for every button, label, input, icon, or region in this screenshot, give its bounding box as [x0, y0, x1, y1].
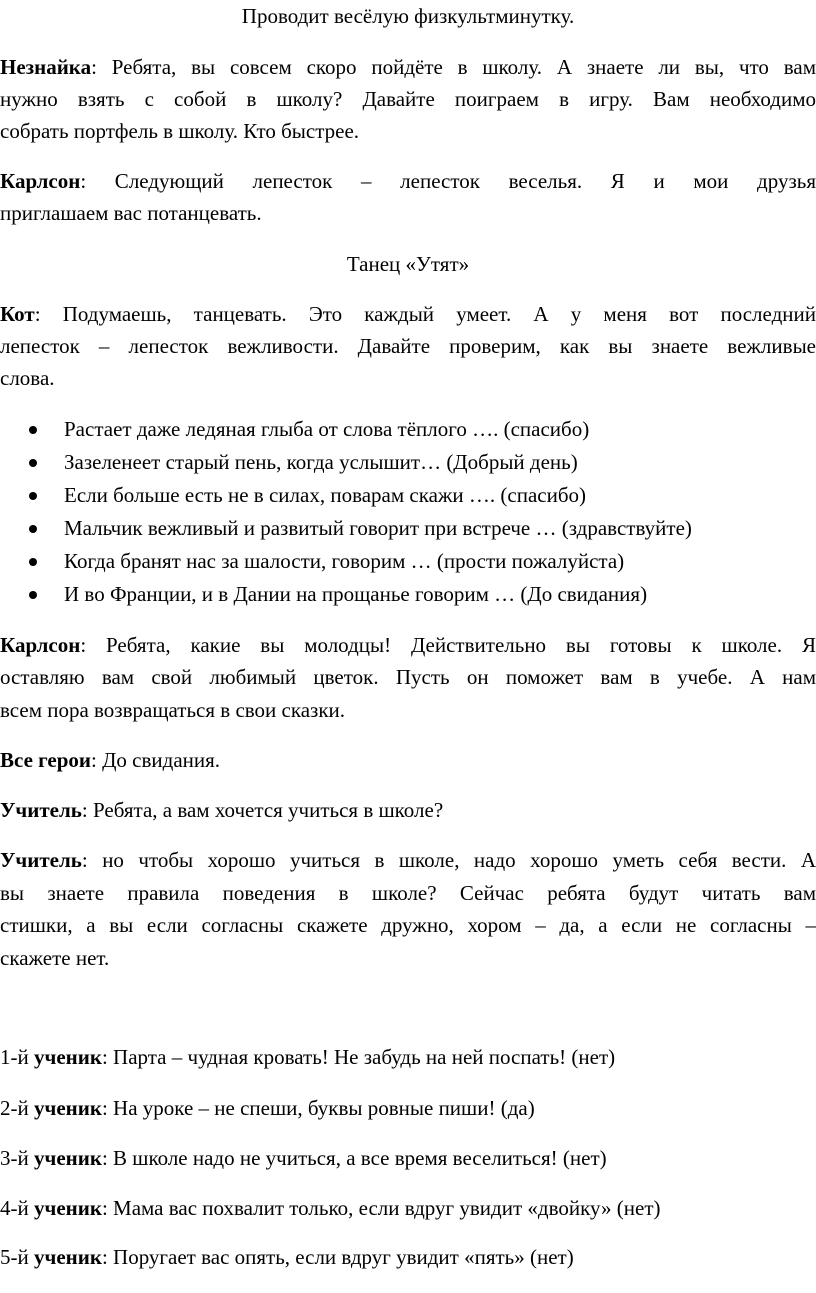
bullet-icon	[29, 492, 37, 500]
paragraph-kot-line-2: лепесток – лепесток вежливости. Давайте проверим, как вы знаете вежливые	[0, 334, 816, 358]
paragraph-teacher-1: Учитель: Ребята, а вам хочется учиться в школе?	[0, 798, 444, 822]
paragraph-karlson2-line-2: оставляю вам свой любимый цветок. Пусть он поможет вам в учебе. А нам	[0, 665, 816, 689]
student-line: 1-й ученик: Парта – чудная кровать! Не забудь на ней поспать! (нет)	[0, 1045, 616, 1069]
paragraph-teacher2-line-2: вы знаете правила поведения в школе? Сейчас ребята будут читать вам	[0, 881, 816, 905]
paragraph-teacher2-line-1: Учитель: но чтобы хорошо учиться в школе, надо хорошо уметь себя вести. А	[0, 848, 816, 872]
speaker-name: Незнайка	[0, 55, 92, 79]
paragraph-karlson-line-1: Карлсон: Следующий лепесток – лепесток веселья. Я и мои друзья	[0, 169, 816, 193]
paragraph-karlson-line-2: приглашаем вас потанцевать.	[0, 201, 262, 225]
speaker-name: Учитель	[0, 848, 82, 872]
paragraph-karlson2-line-1: Карлсон: Ребята, какие вы молодцы! Действительно вы готовы к школе. Я	[0, 633, 816, 657]
paragraph-kot-line-3: слова.	[0, 366, 55, 390]
intro-line: Проводит весёлую физкультминутку.	[241, 4, 575, 28]
dance-title: Танец «Утят»	[346, 252, 470, 276]
paragraph-teacher2-line-4: скажете нет.	[0, 946, 110, 970]
paragraph-neznaika-line-3: собрать портфель в школу. Кто быстрее.	[0, 119, 360, 143]
speaker-name: Кот	[0, 302, 35, 326]
paragraph-neznaika-line-1: Незнайка: Ребята, вы совсем скоро пойдёте в школу. А знаете ли вы, что вам	[0, 55, 816, 79]
paragraph-kot-line-1: Кот: Подумаешь, танцевать. Это каждый умеет. А у меня вот последний	[0, 302, 816, 326]
document-page: Проводит весёлую физкультминутку. Незнайка: Ребята, вы совсем скоро пойдёте в школу. А знаете ли вы, что вам нужно взять с собой в школу? Давайте поиграем в игру. Вам необходимо собрать портфель в школу. Кто быстрее. Карлсон: Следующий лепесток – лепесток веселья. Я и мои друзья приглашаем вас потанцевать. Танец «Утят» Кот: Подумаешь, танцевать. Это каждый умеет. А у меня вот последний лепесток – лепесток вежливости. Давайте проверим, как вы знаете вежливые слова. Растает даже ледяная глыба от слова тёплого …. (спасибо) Зазеленеет старый пень, когда услышит… (Добрый день) Если больше есть не в силах, поварам скажи …. (спасибо) Мальчик вежливый и развитый говорит при встрече … (здравствуйте) Когда бранят нас за шалости, говорим … (прости пожалуйста) И во Франции, и в Дании на прощанье говорим … (До свидания) Карлсон: Ребята, какие вы молодцы! Действительно вы готовы к школе. Я оставляю вам свой любимый цветок. Пусть он поможет вам в учебе. А нам всем пора возвращаться в свои сказки. Все герои: До свидания. Учитель: Ребята, а вам хочется учиться в школе? Учитель: но чтобы хорошо учиться в школе, надо хорошо уметь себя вести. А вы знаете правила поведения в школе? Сейчас ребята будут читать вам стишки, а вы если согласны скажете дружно, хором – да, а если не согласны – скажете нет. 1-й ученик: Парта – чудная кровать! Не забудь на ней поспать! (нет) 2-й ученик: На уроке – не спеши, буквы ровные пиши! (да) 3-й ученик: В школе надо не учиться, а все время веселиться! (нет) 4-й ученик: Мама вас похвалит только, если вдруг увидит «двойку» (нет) 5-й ученик: Поругает вас опять, если вдруг увидит «пять» (нет)	[0, 4, 816, 1269]
bullet-icon	[29, 558, 37, 566]
speaker-name: Все герои	[0, 748, 92, 772]
student-line: 4-й ученик: Мама вас похвалит только, если вдруг увидит «двойку» (нет)	[0, 1196, 661, 1220]
student-line: 3-й ученик: В школе надо не учиться, а все время веселиться! (нет)	[0, 1146, 607, 1170]
bullet-icon	[29, 525, 37, 533]
bullet-icon	[29, 459, 37, 467]
paragraph-all-heroes: Все герои: До свидания.	[0, 748, 221, 772]
paragraph-neznaika-line-2: нужно взять с собой в школу? Давайте поиграем в игру. Вам необходимо	[0, 87, 816, 111]
speaker-name: Учитель	[0, 798, 82, 822]
bullet-icon	[29, 426, 37, 434]
student-line: 5-й ученик: Поругает вас опять, если вдруг увидит «пять» (нет)	[0, 1245, 574, 1269]
bullet-icon	[29, 591, 37, 599]
paragraph-karlson2-line-3: всем пора возвращаться в свои сказки.	[0, 698, 346, 722]
speaker-name: Карлсон	[0, 633, 81, 657]
student-line: 2-й ученик: На уроке – не спеши, буквы ровные пиши! (да)	[0, 1096, 535, 1120]
paragraph-teacher2-line-3: стишки, а вы если согласны скажете дружно, хором – да, а если не согласны –	[0, 913, 816, 937]
speaker-name: Карлсон	[0, 169, 81, 193]
